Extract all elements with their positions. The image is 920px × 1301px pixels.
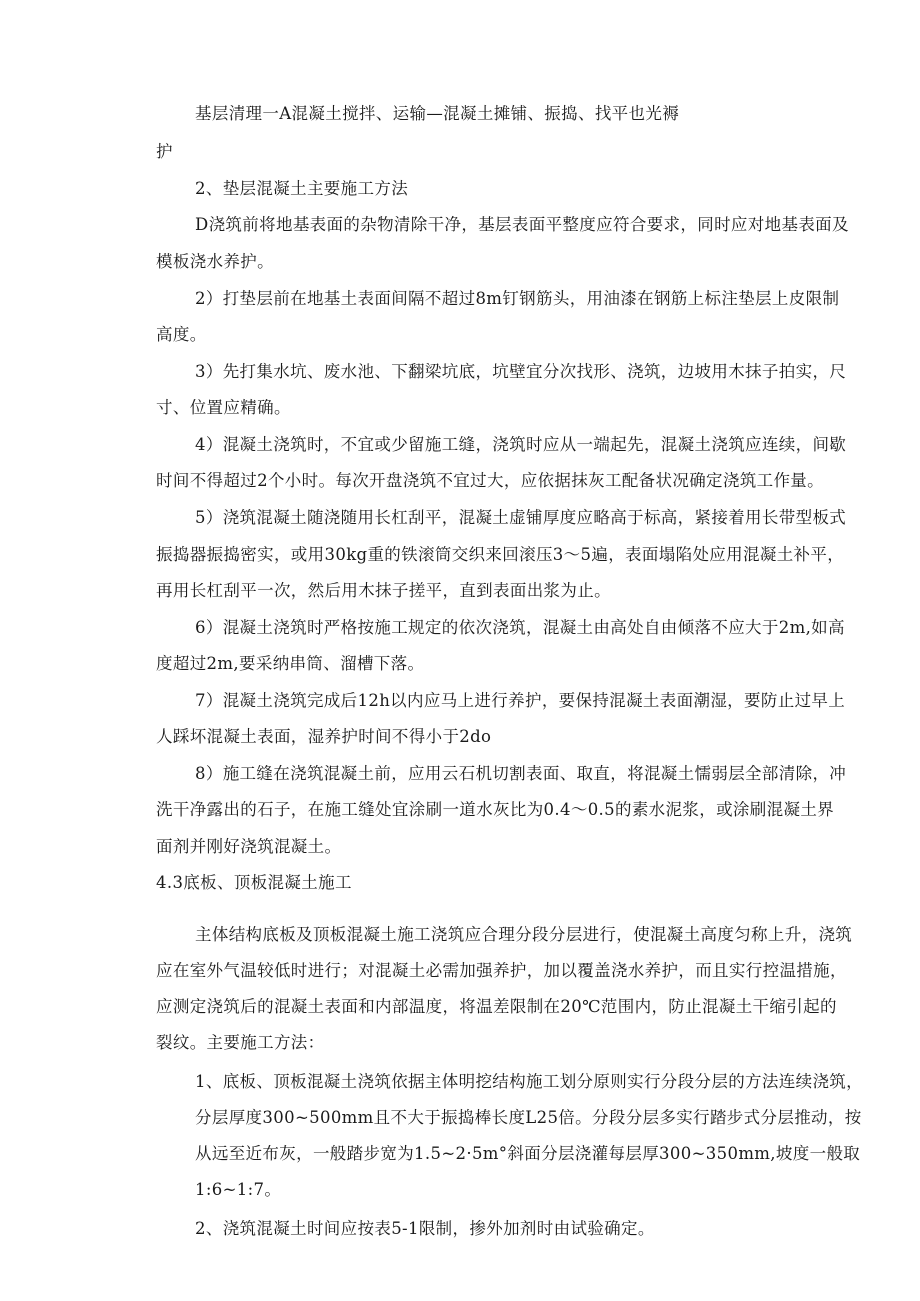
text-line: 1、底板、顶板混凝土浇筑依据主体明挖结构施工划分原则实行分段分层的方法连续浇筑， (195, 1072, 863, 1091)
text-line: 2）打垫层前在地基土表面间隔不超过8m钉钢筋头，用油漆在钢筋上标注垫层上皮限制 (195, 289, 840, 308)
text-line: 分层厚度300~500mm且不大于振捣棒长度L25倍。分段分层多实行踏步式分层推动，按 (195, 1108, 862, 1127)
section-heading: 4.3底板、顶板混凝土施工 (156, 873, 352, 892)
text-line: 应在室外气温较低时进行；对混凝土必需加强养护，加以覆盖浇水养护，而且实行控温措施， (156, 961, 847, 980)
text-line: 从远至近布灰，一般踏步宽为1.5~2·5m°斜面分层浇灌每层厚300~350mm,坡度一般取 (195, 1144, 861, 1163)
text-line: 8）施工缝在浇筑混凝土前，应用云石机切割表面、取直，将混凝土懦弱层全部清除，冲 (195, 764, 847, 783)
text-line: 5）浇筑混凝土随浇随用长杠刮平，混凝土虚铺厚度应略高于标高，紧接着用长带型板式 (195, 508, 847, 527)
text-line: 面剂并刚好浇筑混凝土。 (156, 837, 342, 856)
text-line: 振捣器振捣密实，或用30kg重的铁滚筒交织来回滚压3～5遍，表面塌陷处应用混凝土补平， (156, 545, 845, 564)
text-line: 7）混凝土浇筑完成后12h以内应马上进行养护，要保持混凝土表面潮湿，要防止过早上 (195, 691, 846, 710)
text-line: 模板浇水养护。 (156, 252, 274, 271)
text-line: 时间不得超过2个小时。每次开盘浇筑不宜过大，应依据抹灰工配备状况确定浇筑工作量。 (156, 471, 824, 490)
text-line: 4）混凝土浇筑时，不宜或少留施工缝，浇筑时应从一端起先，混凝土浇筑应连续，间歇 (195, 435, 847, 454)
text-line: 1:6~1:7。 (195, 1180, 282, 1199)
text-line: 3）先打集水坑、废水池、下翻梁坑底，坑壁宜分次找形、浇筑，边坡用木抹子拍实，尺 (195, 362, 847, 381)
text-line: 人踩坏混凝土表面，湿养护时间不得小于2do (156, 727, 492, 746)
text-line: 护 (156, 142, 173, 161)
text-line: 高度。 (156, 325, 207, 344)
text-line: 洗干净露出的石子，在施工缝处宜涂刷一道水灰比为0.4～0.5的素水泥浆，或涂刷混凝土界 (156, 800, 835, 819)
text-line: 应测定浇筑后的混凝土表面和内部温度，将温差限制在20℃范围内，防止混凝土干缩引起的 (156, 997, 837, 1016)
text-line: 基层清理一A混凝土搅拌、运输—混凝土摊铺、振捣、找平也光褥 (195, 104, 680, 123)
text-line: D浇筑前将地基表面的杂物清除干净，基层表面平整度应符合要求，同时应对地基表面及 (195, 215, 849, 234)
text-line: 寸、位置应精确。 (156, 398, 291, 417)
text-line: 主体结构底板及顶板混凝土施工浇筑应合理分段分层进行，使混凝土高度匀称上升，浇筑 (195, 925, 853, 944)
text-line: 再用长杠刮平一次，然后用木抹子搓平，直到表面出浆为止。 (156, 581, 611, 600)
text-line: 裂纹。主要施工方法： (156, 1033, 325, 1052)
section-heading: 2、垫层混凝土主要施工方法 (195, 179, 409, 198)
text-line: 2、浇筑混凝土时间应按表5-1限制，掺外加剂时由试验确定。 (195, 1219, 655, 1238)
text-line: 度超过2m,要采纳串筒、溜槽下落。 (156, 654, 425, 673)
text-line: 6）混凝土浇筑时严格按施工规定的依次浇筑，混凝土由高处自由倾落不应大于2m,如高 (195, 618, 845, 637)
